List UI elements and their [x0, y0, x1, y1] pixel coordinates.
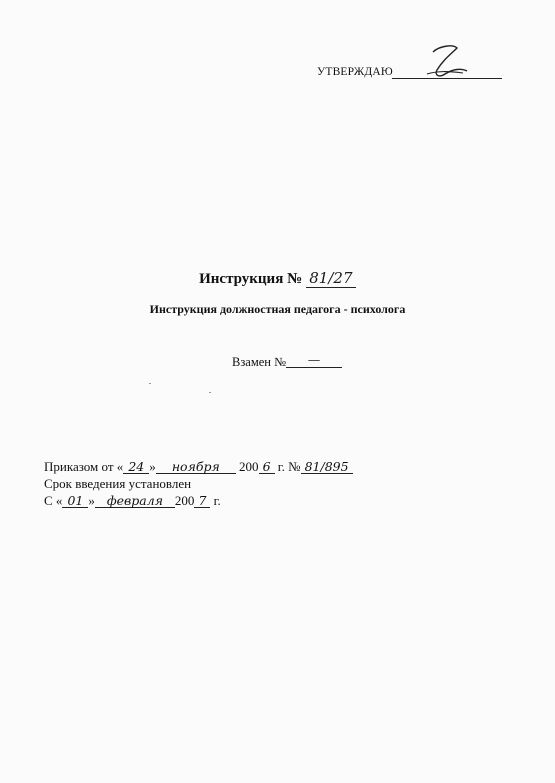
effective-year-prefix: 200 — [174, 493, 195, 508]
order-year-suffix: г. № — [277, 459, 301, 474]
effective-year-digit: 7 — [194, 494, 210, 508]
effective-day: 01 — [62, 494, 88, 508]
order-day: 24 — [123, 460, 149, 474]
document-title — [0, 269, 555, 288]
scan-speck — [209, 392, 211, 393]
approval-label: УТВЕРЖДАЮ — [317, 66, 393, 78]
order-month: ноября — [156, 460, 236, 474]
order-year-digit: 6 — [259, 460, 275, 474]
effective-quote-open: « — [55, 493, 63, 508]
document-subtitle: Инструкция должностная педагога - психолога — [149, 302, 406, 316]
order-row — [44, 458, 353, 475]
effective-label-row — [44, 475, 353, 492]
order-number: 81/895 — [301, 460, 353, 474]
effective-label: Срок введения установлен — [44, 476, 192, 491]
order-block — [44, 458, 353, 509]
approval-block — [317, 62, 517, 86]
replacement-line — [232, 354, 342, 370]
replacement-value: — — [286, 352, 342, 368]
replacement-label: Взамен № — [232, 355, 287, 369]
order-quote-close: » — [149, 459, 156, 474]
handwritten-signature — [423, 40, 469, 82]
effective-year-suffix: г. — [213, 493, 221, 508]
scan-speck — [149, 383, 151, 384]
order-year-prefix: 200 — [239, 459, 259, 474]
effective-quote-close: » — [88, 493, 95, 508]
order-quote-open: « — [116, 459, 124, 474]
instruction-number: 81/27 — [306, 269, 356, 288]
effective-from: С — [44, 493, 53, 508]
effective-month: февраля — [95, 494, 175, 508]
order-prefix: Приказом от — [44, 459, 114, 474]
effective-date-row — [44, 492, 353, 509]
title-prefix: Инструкция № — [199, 271, 303, 287]
